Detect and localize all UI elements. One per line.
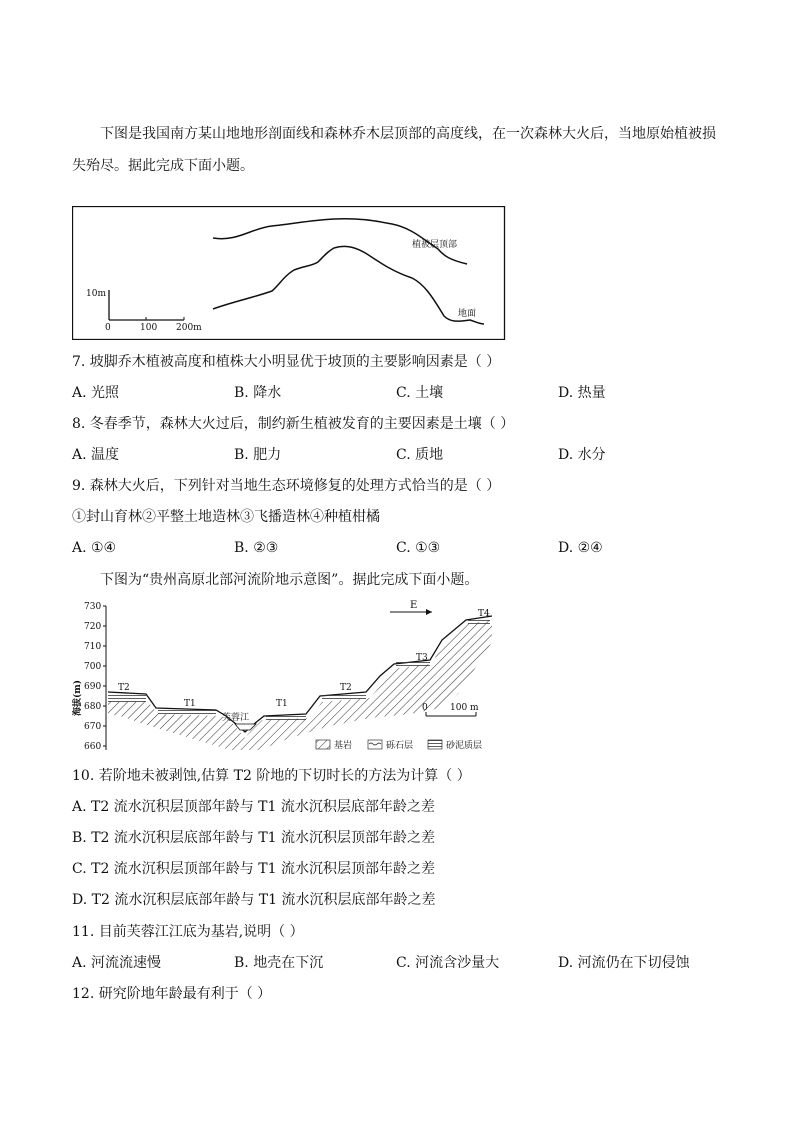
intro2: 下图为“贵州高原北部河流阶地示意图”。据此完成下面小题。 [100, 572, 479, 588]
q10-stem: 10. 若阶地未被剥蚀,估算 T2 阶地的下切时长的方法为计算（ ） [72, 768, 471, 784]
q9-items: ①封山育林②平整土地造林③飞播造林④种植柑橘 [72, 509, 380, 525]
legend-gravel: 砾石层 [386, 741, 414, 751]
q10-option-b: B. T2 流水沉积层底部年龄与 T1 流水沉积层顶部年龄之差 [72, 830, 436, 846]
y-tick-720: 720 [84, 622, 102, 632]
direction-label: E [410, 600, 418, 611]
scale-tick-200: 200m [176, 323, 202, 333]
q9-option-b: B. ②③ [234, 540, 279, 556]
scale-vertical-label: 10m [86, 289, 106, 299]
q11-option-b: B. 地壳在下沉 [234, 955, 324, 971]
q11-stem: 11. 目前芙蓉江江底为基岩,说明（ ） [72, 924, 304, 940]
y-tick-660: 660 [84, 742, 102, 752]
q7-stem: 7. 坡脚乔木植被高度和植株大小明显优于坡顶的主要影响因素是（ ） [72, 354, 501, 370]
terrace-label-t2-right: T2 [340, 683, 352, 693]
y-tick-700: 700 [84, 662, 102, 672]
q12-stem: 12. 研究阶地年龄最有利于（ ） [72, 986, 272, 1002]
terrace-label-t4: T4 [478, 609, 490, 619]
q11-option-a: A. 河流流速慢 [72, 955, 162, 971]
y-tick-730: 730 [84, 602, 102, 612]
q10-option-d: D. T2 流水沉积层底部年龄与 T1 流水沉积层底部年龄之差 [72, 892, 436, 908]
scale-tick-100: 100 [140, 323, 158, 333]
scale-label-0: 0 [422, 703, 428, 713]
legend-sand-mud: 砂泥质层 [446, 741, 483, 751]
q8-option-c: C. 质地 [396, 447, 444, 463]
q9-stem: 9. 森林大火后，下列针对当地生态环境修复的处理方式恰当的是（ ） [72, 478, 501, 494]
q9-option-c: C. ①③ [396, 540, 441, 556]
q7-option-a: A. 光照 [72, 385, 120, 401]
legend-bedrock: 基岩 [334, 741, 353, 751]
y-tick-680: 680 [84, 702, 102, 712]
q11-option-d: D. 河流仍在下切侵蚀 [558, 955, 690, 971]
scale-label-100: 100 m [450, 703, 479, 713]
river-label: 芙蓉江 [222, 713, 250, 723]
river-terrace-figure [70, 598, 510, 756]
scale-tick-0: 0 [105, 323, 111, 333]
terrace-label-t1-right: T1 [276, 699, 288, 709]
q9-option-d: D. ②④ [558, 540, 603, 556]
intro1-line1: 下图是我国南方某山地地形剖面线和森林乔木层顶部的高度线，在一次森林大火后，当地原始植被损 [100, 126, 716, 142]
canopy-label: 植被层顶部 [412, 240, 458, 250]
q7-option-c: C. 土壤 [396, 385, 444, 401]
q8-option-d: D. 水分 [558, 447, 606, 463]
arrow-right-icon [426, 609, 432, 615]
q11-option-c: C. 河流含沙量大 [396, 955, 500, 971]
terrace-label-t1-left: T1 [184, 699, 196, 709]
terrace-label-t2-left: T2 [118, 683, 130, 693]
q10-option-a: A. T2 流水沉积层顶部年龄与 T1 流水沉积层底部年龄之差 [72, 799, 435, 815]
ground-label: 地面 [458, 309, 477, 319]
terrain-profile-figure [72, 206, 506, 340]
q9-option-a: A. ①④ [72, 540, 117, 556]
y-tick-710: 710 [84, 642, 102, 652]
q8-option-a: A. 温度 [72, 447, 120, 463]
intro1-line2: 失殆尽。据此完成下面小题。 [72, 158, 254, 174]
terrace-label-t3: T3 [416, 653, 428, 663]
y-axis-label: 海拔(m) [73, 679, 83, 716]
q8-stem: 8. 冬春季节，森林大火过后，制约新生植被发育的主要因素是土壤（ ） [72, 416, 515, 432]
y-tick-690: 690 [84, 682, 102, 692]
y-tick-670: 670 [84, 722, 102, 732]
q10-option-c: C. T2 流水沉积层顶部年龄与 T1 流水沉积层顶部年龄之差 [72, 861, 435, 877]
q7-option-b: B. 降水 [234, 385, 282, 401]
q8-option-b: B. 肥力 [234, 447, 282, 463]
q7-option-d: D. 热量 [558, 385, 606, 401]
